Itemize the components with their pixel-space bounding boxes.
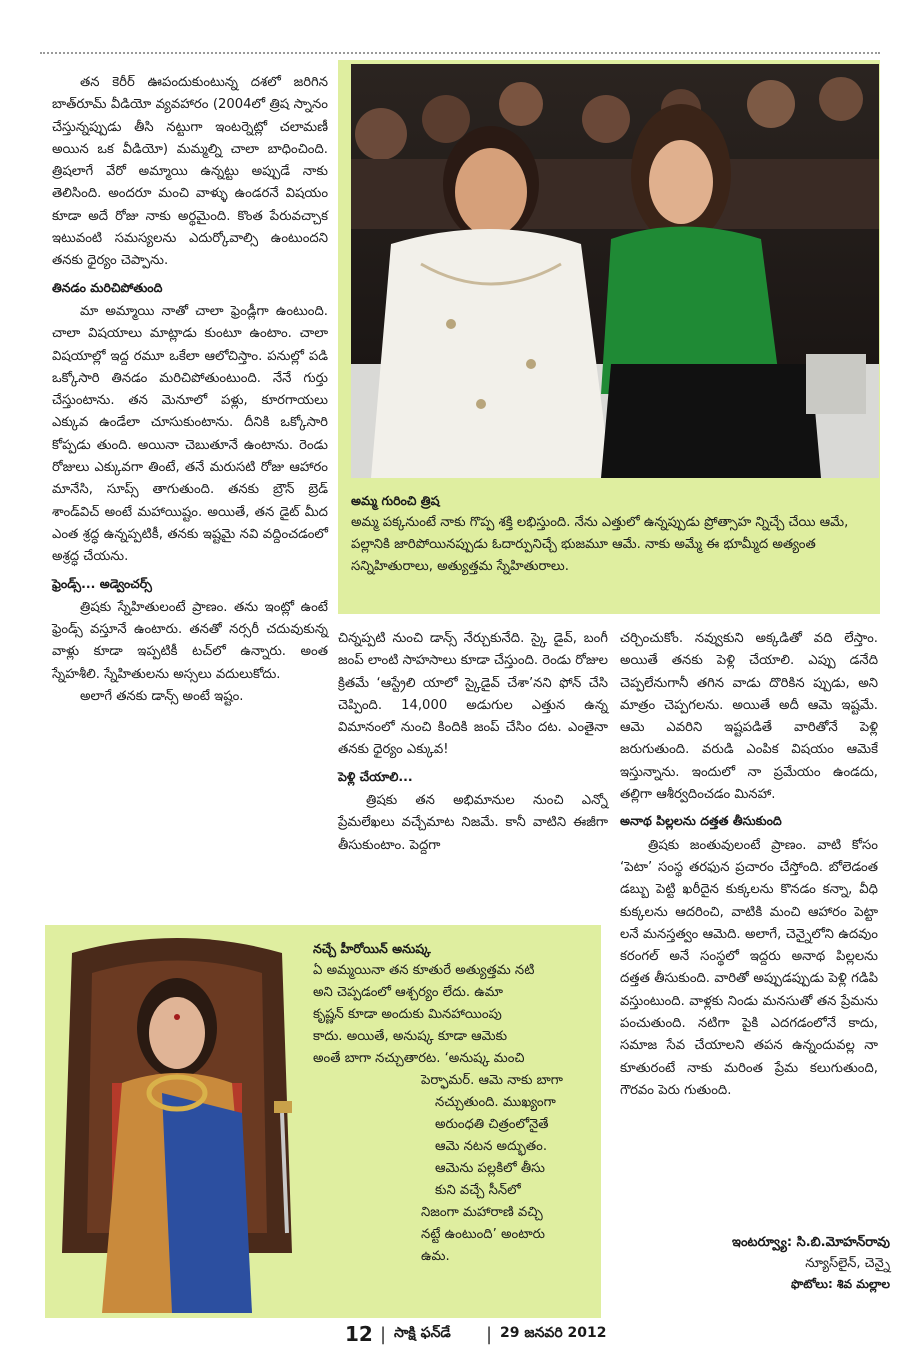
- inset-line: పెర్ఫామర్. ఆమె నాకు బాగా: [421, 1073, 563, 1088]
- caption-text: అమ్మ పక్కనుంటే నాకు గొప్ప శక్తి లభిస్తుంది. నేను ఎత్తులో ఉన్నప్పుడు ప్రోత్సాహ న్నిచ్చే చేయి ఆమే, పల్లానికి జారిపోయినప్పుడు ఓదార్పునిచ్చే భుజమూ ఆమే. నాకు అమ్మే ఈ భూమ్మీద అత్యంత సన్నిహితురాలు, అత్యుత్తమ స్నేహితురాలు.: [351, 515, 849, 574]
- inset-line: ఆమెను పల్లకిలో తీసు: [435, 1161, 545, 1176]
- paragraph: అలాగే తనకు డాన్స్ అంటే ఇష్టం.: [80, 689, 244, 705]
- location-credit: న్యూస్‌లైన్, చెన్నై: [805, 1256, 890, 1271]
- inset-line: కాదు. అయితే, అనుష్క కూడా ఆమెకు: [313, 1029, 508, 1044]
- inset-line: అంతే బాగా నచ్చుతారట. ‘అనుష్క మంచి: [313, 1051, 525, 1066]
- paragraph: త్రిషకు స్నేహితులంటే ప్రాణం. తను ఇంట్లో ఉంటే ఫ్రెండ్స్ వస్తూనే ఉంటారు. తనతో నర్సరీ చదువుకున్న వాళ్లు కూడా ఇప్పటికీ టచ్‌లో ఉన్నారు. అంత స్నేహశీలి. స్నేహితులను అస్సలు వదులుకోదు.: [52, 599, 328, 682]
- inset-line: అరుంధతి చిత్రంలోనైతే: [435, 1117, 549, 1132]
- article-column-1: [52, 72, 328, 708]
- inset-title: నచ్చే హీరోయిన్ అనుష్క: [313, 941, 431, 956]
- inset-line: కృష్ణన్ కూడా అందుకు మినహాయింపు: [313, 1007, 502, 1022]
- photo-illustration: [52, 933, 302, 1313]
- inset-box-anushka: [313, 938, 595, 1268]
- inset-line: ఏ అమ్మయినా తన కూతురే అత్యుత్తమ నటి: [313, 963, 535, 978]
- credits: [620, 1232, 890, 1295]
- top-dotted-rule: [40, 52, 880, 54]
- caption-title: అమ్మ గురించి త్రిష: [351, 493, 440, 508]
- subheading: తినడం మరిచిపోతుంది: [52, 279, 163, 295]
- publication-name: సాక్షి ఫన్‌డే: [394, 1325, 451, 1341]
- paragraph: త్రిషకు జంతువులంటే ప్రాణం. వాటి కోసం ‘పెటా’ సంస్థ తరఫున ప్రచారం చేస్తోంది. బోలెడంత డబ్బు పెట్టి ఖరీదైన కుక్కలను కొనడం కన్నా, వీధి కుక్కలను ఆదరించి, వాటికి మంచి ఆహారం పెట్టా లనే మనస్తత్వం ఆమెది. అలాగే, చెన్నైలోని ఉదవుం కరంగల్ అనే సంస్థలో ఇద్దరు అనాథ పిల్లలను దత్తత తీసుకుంది. వారితో అప్పుడప్పుడు పెళ్లి గడిపి వస్తుంటుంది. వాళ్లకు నిండు మనసుతో తన ప్రేమను పంచుతుంది. నటిగా పైకి ఎదగడంలోనే కాదు, సమాజ సేవ చేయాలని తపన ఉన్నందువల్ల నా కూతురంటే నాకు మరింత ప్రేమ కలుగుతుంది, గౌరవం పెరు గుతుంది.: [620, 837, 878, 1098]
- inset-line: ఉమ.: [421, 1249, 450, 1264]
- subheading: ఫ్రెండ్స్... అడ్వెంచర్స్: [52, 575, 152, 591]
- paragraph: చిన్నప్పటి నుంచి డాన్స్ నేర్చుకునేది. స్కై డైవ్, బంగీ జంప్ లాంటి సాహసాలు కూడా చేస్తుంది. రెండు రోజుల క్రితమే ‘ఆస్ట్రేలి యాలో స్కైడైవ్ చేశా’నని ఫోన్ చేసి చెప్పింది. 14,000 అడుగుల ఎత్తున ఉన్న విమానంలో నుంచి కిందికి జంప్ చేసిం దట. ఎంతైనా తనకు ధైర్యం ఎక్కువ!: [338, 631, 608, 758]
- article-column-3: [620, 628, 878, 1102]
- paragraph: మా అమ్మాయి నాతో చాలా ఫ్రెండ్లీగా ఉంటుంది. చాలా విషయాలు మాట్లాడు కుంటూ ఉంటాం. చాలా విషయాల్లో ఇద్ద రమూ ఒకేలా ఆలోచిస్తాం. పనుల్లో పడి ఒక్కోసారి తినడం మరిచిపోతుంటుంది. నేనే గుర్తు చేస్తుంటాను. తన మెనూలో పళ్లు, కూరగాయలు ఎక్కువ ఉండేలా చూసుకుంటాను. దీనికి ఒక్కోసారి కోప్పడు తుంది. అయినా చెబుతూనే ఉంటాను. రెండు రోజులు ఎక్కువగా తింటే, తనే మరుసటి రోజు ఆహారం మానేసి, సూప్స్ తాగుతుంది. తనకు బ్రౌన్ బ్రెడ్ శాండ్‌విచ్ అంటే మహాయిష్టం. అయితే, తన డైట్ మీద ఎంత శ్రద్ధ ఉన్నప్పటికీ, తనకు ఇష్టమై నవి వద్దించడంలో అశ్రద్ధ చేయను.: [52, 303, 328, 565]
- interviewer-credit: ఇంటర్వ్యూ: సి.బి.మోహన్‌రావు: [732, 1235, 890, 1250]
- subheading: పెళ్లి చేయాలి...: [338, 768, 413, 784]
- footer-divider: |: [380, 1324, 387, 1345]
- inset-line: నచ్చుతుంది. ముఖ్యంగా: [435, 1095, 556, 1110]
- paragraph: త్రిషకు తన అభిమానుల నుంచి ఎన్నో ప్రేమలేఖలు వచ్చేమాట నిజమే. కానీ వాటిని ఈజీగా తీసుకుంటాం. పెద్దగా: [338, 793, 608, 853]
- page-number: 12: [345, 1322, 373, 1346]
- inset-line: అని చెప్పడంలో ఆశ్చర్యం లేదు. ఉమా: [313, 985, 503, 1000]
- issue-date: 29 జనవరి 2012: [500, 1325, 607, 1341]
- footer-divider: |: [486, 1324, 493, 1345]
- inset-line: కుని వచ్చే సీన్‌లో: [435, 1183, 521, 1198]
- inset-line: నట్టే ఉంటుంది’ అంటారు: [421, 1227, 545, 1242]
- inset-line: ఆమె నటన అద్భుతం.: [435, 1139, 548, 1154]
- photo-mother-daughter: [351, 64, 879, 478]
- subheading: అనాథ పిల్లలను దత్తత తీసుకుంది: [620, 813, 782, 829]
- paragraph: చర్చించుకోం. నవ్వుకుని అక్కడితో వది లేస్తాం. అయితే తనకు పెళ్లి చేయాలి. ఎప్పు డనేది చెప్పలేనుగానీ తగిన వాడు దొరికిన ప్పుడు, అని మాత్రం చెప్పగలను. అయితే అదీ ఆమె ఇష్టమే. ఆమె ఎవరిని ఇష్టపడితే వారితోనే పెళ్లి జరుగుతుంది. వరుడి ఎంపిక విషయం ఆమెకే ఇస్తున్నాను. ఇందులో నా ప్రమేయం ఉండదు, తల్లిగా ఆశీర్వదించడం మినహా.: [620, 631, 878, 803]
- photo-anushka: [52, 933, 302, 1313]
- inset-text: [313, 960, 595, 1268]
- photo-caption-mother: [351, 490, 871, 578]
- article-column-2: [338, 628, 608, 857]
- inset-line: నిజంగా మహారాణి వచ్చి: [421, 1205, 543, 1220]
- paragraph: తన కెరీర్ ఊపందుకుంటున్న దశలో జరిగిన బాత్‌రూమ్ వీడియో వ్యవహారం (2004లో త్రిష స్నానం చేస్తున్నప్పుడు తీసి నట్టుగా ఇంటర్నెట్లో చలామణీ అయిన ఒక వీడియో) మమ్మల్ని చాలా బాధించింది. త్రిషలాగే వేరో అమ్మాయి ఉన్నట్టు అప్పుడే నాకు తెలిసింది. అందరూ మంచి వాళ్ళు ఉండరనే విషయం కూడా అదే రోజు నాకు అర్థమైంది. కొంత పేరువచ్చాక ఇటువంటి సమస్యలను ఎదుర్కోవాల్సి ఉంటుందని తనకు ధైర్యం చెప్పాను.: [52, 75, 328, 269]
- photo-credit: ఫొటోలు: శివ మల్లాల: [791, 1277, 890, 1291]
- photo-illustration: [351, 64, 879, 478]
